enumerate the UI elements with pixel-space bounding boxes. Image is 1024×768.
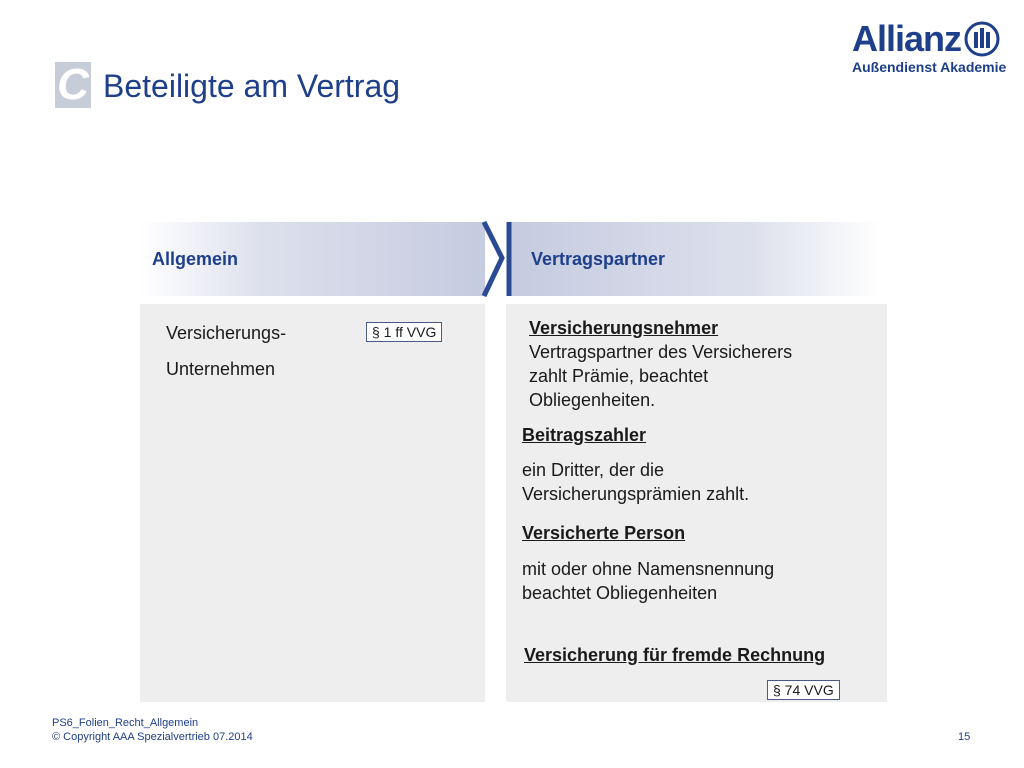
vn-line-2: zahlt Prämie, beachtet xyxy=(529,366,709,386)
vp-line-1: mit oder ohne Namensnennung xyxy=(522,559,775,579)
bz-line-1: ein Dritter, der die xyxy=(522,460,665,480)
page-number: 15 xyxy=(958,731,971,743)
tab-label-allgemein: Allgemein xyxy=(152,249,239,269)
vn-line-3: Obliegenheiten. xyxy=(529,390,656,410)
chevron-divider-icon xyxy=(476,220,516,298)
ref-74-vvg: § 74 VVG xyxy=(767,680,840,700)
page-title: Beteiligte am Vertrag xyxy=(103,68,401,104)
insurer-line-1: Versicherungs- xyxy=(166,323,287,343)
allianz-logo xyxy=(852,17,1007,77)
vp-line-2: beachtet Obliegenheiten xyxy=(522,583,718,603)
heading-versicherte-person: Versicherte Person xyxy=(522,523,686,543)
insurer-line-2: Unternehmen xyxy=(166,359,276,379)
logo-wordmark: Allianz xyxy=(852,18,962,59)
logo-subtitle: Außendienst Akademie xyxy=(852,59,1007,75)
vn-line-1: Vertragspartner des Versicherers xyxy=(529,342,793,362)
footer-copyright: © Copyright AAA Spezialvertrieb 07.2014 xyxy=(52,731,253,743)
heading-fremde-rechnung: Versicherung für fremde Rechnung xyxy=(524,645,826,665)
tab-label-vertragspartner: Vertragspartner xyxy=(531,249,666,269)
heading-versicherungsnehmer: Versicherungsnehmer xyxy=(529,318,719,338)
heading-beitragszahler: Beitragszahler xyxy=(522,425,647,445)
ref-1-ff-vvg: § 1 ff VVG xyxy=(366,322,442,342)
section-badge: C xyxy=(55,62,91,108)
footer-filename: PS6_Folien_Recht_Allgemein xyxy=(52,717,199,729)
allianz-eagle-icon xyxy=(964,21,1000,57)
bz-line-2: Versicherungsprämien zahlt. xyxy=(522,484,750,504)
